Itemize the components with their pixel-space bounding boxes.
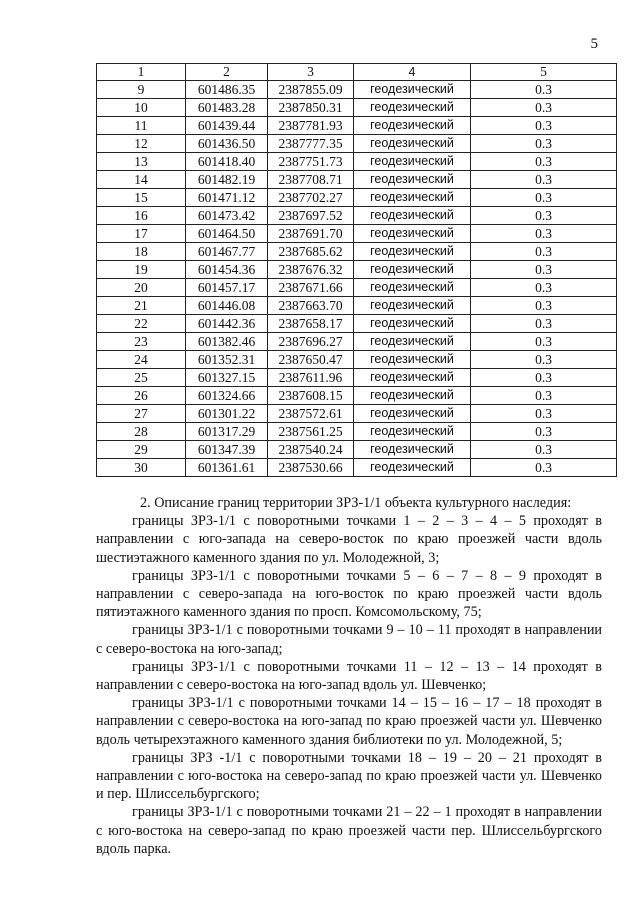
x-coordinate-cell: 601301.22 bbox=[186, 405, 268, 423]
x-coordinate-cell: 601464.50 bbox=[186, 225, 268, 243]
method-cell: геодезический bbox=[354, 423, 471, 441]
method-cell: геодезический bbox=[354, 405, 471, 423]
accuracy-cell: 0.3 bbox=[471, 135, 617, 153]
y-coordinate-cell: 2387855.09 bbox=[268, 81, 354, 99]
point-number-cell: 14 bbox=[97, 171, 186, 189]
method-cell: геодезический bbox=[354, 261, 471, 279]
y-coordinate-cell: 2387696.27 bbox=[268, 333, 354, 351]
table-row bbox=[97, 99, 617, 117]
x-coordinate-cell: 601483.28 bbox=[186, 99, 268, 117]
point-number-cell: 27 bbox=[97, 405, 186, 423]
x-coordinate-cell: 601442.36 bbox=[186, 315, 268, 333]
y-coordinate-cell: 2387572.61 bbox=[268, 405, 354, 423]
method-cell: геодезический bbox=[354, 441, 471, 459]
y-coordinate-cell: 2387708.71 bbox=[268, 171, 354, 189]
point-number-cell: 24 bbox=[97, 351, 186, 369]
point-number-cell: 22 bbox=[97, 315, 186, 333]
accuracy-cell: 0.3 bbox=[471, 261, 617, 279]
x-coordinate-cell: 601482.19 bbox=[186, 171, 268, 189]
point-number-cell: 26 bbox=[97, 387, 186, 405]
point-number-cell: 17 bbox=[97, 225, 186, 243]
x-coordinate-cell: 601473.42 bbox=[186, 207, 268, 225]
table-row bbox=[97, 387, 617, 405]
accuracy-cell: 0.3 bbox=[471, 315, 617, 333]
x-coordinate-cell: 601361.61 bbox=[186, 459, 268, 477]
y-coordinate-cell: 2387691.70 bbox=[268, 225, 354, 243]
point-number-cell: 16 bbox=[97, 207, 186, 225]
point-number-cell: 12 bbox=[97, 135, 186, 153]
point-number-cell: 18 bbox=[97, 243, 186, 261]
method-cell: геодезический bbox=[354, 369, 471, 387]
method-cell: геодезический bbox=[354, 99, 471, 117]
point-number-cell: 21 bbox=[97, 297, 186, 315]
y-coordinate-cell: 2387702.27 bbox=[268, 189, 354, 207]
accuracy-cell: 0.3 bbox=[471, 153, 617, 171]
accuracy-cell: 0.3 bbox=[471, 81, 617, 99]
table-row bbox=[97, 243, 617, 261]
accuracy-cell: 0.3 bbox=[471, 423, 617, 441]
method-cell: геодезический bbox=[354, 297, 471, 315]
accuracy-cell: 0.3 bbox=[471, 117, 617, 135]
point-number-cell: 11 bbox=[97, 117, 186, 135]
x-coordinate-cell: 601439.44 bbox=[186, 117, 268, 135]
accuracy-cell: 0.3 bbox=[471, 351, 617, 369]
method-cell: геодезический bbox=[354, 117, 471, 135]
column-header-3: 3 bbox=[268, 64, 354, 81]
table-header-row bbox=[97, 64, 617, 81]
table-row bbox=[97, 189, 617, 207]
table-row bbox=[97, 333, 617, 351]
table-row bbox=[97, 405, 617, 423]
point-number-cell: 25 bbox=[97, 369, 186, 387]
point-number-cell: 10 bbox=[97, 99, 186, 117]
accuracy-cell: 0.3 bbox=[471, 441, 617, 459]
table-row bbox=[97, 261, 617, 279]
table-row bbox=[97, 81, 617, 99]
method-cell: геодезический bbox=[354, 171, 471, 189]
x-coordinate-cell: 601454.36 bbox=[186, 261, 268, 279]
accuracy-cell: 0.3 bbox=[471, 207, 617, 225]
accuracy-cell: 0.3 bbox=[471, 369, 617, 387]
method-cell: геодезический bbox=[354, 135, 471, 153]
method-cell: геодезический bbox=[354, 459, 471, 477]
point-number-cell: 9 bbox=[97, 81, 186, 99]
column-header-4: 4 bbox=[354, 64, 471, 81]
point-number-cell: 30 bbox=[97, 459, 186, 477]
x-coordinate-cell: 601317.29 bbox=[186, 423, 268, 441]
method-cell: геодезический bbox=[354, 243, 471, 261]
table-row bbox=[97, 171, 617, 189]
method-cell: геодезический bbox=[354, 351, 471, 369]
accuracy-cell: 0.3 bbox=[471, 387, 617, 405]
table-row bbox=[97, 351, 617, 369]
point-number-cell: 20 bbox=[97, 279, 186, 297]
y-coordinate-cell: 2387685.62 bbox=[268, 243, 354, 261]
method-cell: геодезический bbox=[354, 387, 471, 405]
method-cell: геодезический bbox=[354, 153, 471, 171]
boundary-paragraph: границы ЗРЗ -1/1 с поворотными точками 18 – 19 – 20 – 21 проходят в направлении с юго-востока на северо-запад по краю проезжей части ул. Шевченко и пер. Шлиссельбургского; bbox=[96, 749, 602, 803]
method-cell: геодезический bbox=[354, 225, 471, 243]
y-coordinate-cell: 2387650.47 bbox=[268, 351, 354, 369]
x-coordinate-cell: 601486.35 bbox=[186, 81, 268, 99]
accuracy-cell: 0.3 bbox=[471, 297, 617, 315]
boundary-paragraph: границы ЗРЗ-1/1 с поворотными точками 21 – 22 – 1 проходят в направлении с юго-востока на северо-запад по краю проезжей части пер. Шлиссельбургского вдоль парка. bbox=[96, 804, 602, 857]
boundary-paragraph: границы ЗРЗ-1/1 с поворотными точками 5 – 6 – 7 – 8 – 9 проходят в направлении с северо-запада на юго-восток по краю проезжей части вдоль пятиэтажного каменного здания по просп. Комсомольскому, 75; bbox=[96, 567, 602, 621]
table-row bbox=[97, 441, 617, 459]
point-number-cell: 28 bbox=[97, 423, 186, 441]
boundary-paragraph: границы ЗРЗ-1/1 с поворотными точками 11 – 12 – 13 – 14 проходят в направлении с северо-востока на юго-запад вдоль ул. Шевченко; bbox=[96, 658, 602, 694]
y-coordinate-cell: 2387608.15 bbox=[268, 387, 354, 405]
point-number-cell: 29 bbox=[97, 441, 186, 459]
x-coordinate-cell: 601347.39 bbox=[186, 441, 268, 459]
y-coordinate-cell: 2387561.25 bbox=[268, 423, 354, 441]
boundary-paragraph: границы ЗРЗ-1/1 с поворотными точками 14 – 15 – 16 – 17 – 18 проходят в направлении с северо-востока на юго-запад по краю проезжей части ул. Шевченко вдоль четырехэтажного каменного здания библиотеки по ул. Молодежной, 5; bbox=[96, 695, 602, 748]
x-coordinate-cell: 601418.40 bbox=[186, 153, 268, 171]
method-cell: геодезический bbox=[354, 189, 471, 207]
x-coordinate-cell: 601446.08 bbox=[186, 297, 268, 315]
table-row bbox=[97, 279, 617, 297]
method-cell: геодезический bbox=[354, 81, 471, 99]
x-coordinate-cell: 601457.17 bbox=[186, 279, 268, 297]
y-coordinate-cell: 2387540.24 bbox=[268, 441, 354, 459]
column-header-2: 2 bbox=[186, 64, 268, 81]
y-coordinate-cell: 2387676.32 bbox=[268, 261, 354, 279]
y-coordinate-cell: 2387697.52 bbox=[268, 207, 354, 225]
table-row bbox=[97, 153, 617, 171]
boundary-description bbox=[96, 494, 602, 858]
table-row bbox=[97, 117, 617, 135]
point-number-cell: 19 bbox=[97, 261, 186, 279]
y-coordinate-cell: 2387671.66 bbox=[268, 279, 354, 297]
table-row bbox=[97, 225, 617, 243]
page-number: 5 bbox=[590, 36, 598, 52]
method-cell: геодезический bbox=[354, 207, 471, 225]
table-row bbox=[97, 369, 617, 387]
column-header-1: 1 bbox=[97, 64, 186, 81]
point-number-cell: 23 bbox=[97, 333, 186, 351]
column-header-5: 5 bbox=[471, 64, 617, 81]
x-coordinate-cell: 601382.46 bbox=[186, 333, 268, 351]
x-coordinate-cell: 601471.12 bbox=[186, 189, 268, 207]
y-coordinate-cell: 2387663.70 bbox=[268, 297, 354, 315]
point-number-cell: 13 bbox=[97, 153, 186, 171]
x-coordinate-cell: 601324.66 bbox=[186, 387, 268, 405]
accuracy-cell: 0.3 bbox=[471, 99, 617, 117]
table-row bbox=[97, 297, 617, 315]
accuracy-cell: 0.3 bbox=[471, 279, 617, 297]
y-coordinate-cell: 2387751.73 bbox=[268, 153, 354, 171]
accuracy-cell: 0.3 bbox=[471, 459, 617, 477]
accuracy-cell: 0.3 bbox=[471, 333, 617, 351]
accuracy-cell: 0.3 bbox=[471, 243, 617, 261]
method-cell: геодезический bbox=[354, 315, 471, 333]
boundary-paragraph: границы ЗРЗ-1/1 с поворотными точками 9 – 10 – 11 проходят в направлении с северо-востока на юго-запад; bbox=[96, 622, 602, 657]
x-coordinate-cell: 601467.77 bbox=[186, 243, 268, 261]
table-row bbox=[97, 423, 617, 441]
x-coordinate-cell: 601327.15 bbox=[186, 369, 268, 387]
y-coordinate-cell: 2387850.31 bbox=[268, 99, 354, 117]
accuracy-cell: 0.3 bbox=[471, 171, 617, 189]
y-coordinate-cell: 2387777.35 bbox=[268, 135, 354, 153]
table-body bbox=[97, 81, 617, 477]
accuracy-cell: 0.3 bbox=[471, 225, 617, 243]
y-coordinate-cell: 2387530.66 bbox=[268, 459, 354, 477]
coordinates-table bbox=[96, 63, 617, 477]
section-heading: 2. Описание границ территории ЗРЗ-1/1 объекта культурного наследия: bbox=[140, 495, 572, 511]
x-coordinate-cell: 601436.50 bbox=[186, 135, 268, 153]
table-row bbox=[97, 135, 617, 153]
table-row bbox=[97, 459, 617, 477]
x-coordinate-cell: 601352.31 bbox=[186, 351, 268, 369]
y-coordinate-cell: 2387658.17 bbox=[268, 315, 354, 333]
table-row bbox=[97, 207, 617, 225]
table-row bbox=[97, 315, 617, 333]
accuracy-cell: 0.3 bbox=[471, 189, 617, 207]
y-coordinate-cell: 2387611.96 bbox=[268, 369, 354, 387]
boundary-paragraph: границы ЗРЗ-1/1 с поворотными точками 1 – 2 – 3 – 4 – 5 проходят в направлении с юго-запада на северо-восток по краю проезжей части вдоль шестиэтажного каменного здания по ул. Молодежной, 3; bbox=[96, 513, 602, 566]
method-cell: геодезический bbox=[354, 279, 471, 297]
point-number-cell: 15 bbox=[97, 189, 186, 207]
y-coordinate-cell: 2387781.93 bbox=[268, 117, 354, 135]
accuracy-cell: 0.3 bbox=[471, 405, 617, 423]
method-cell: геодезический bbox=[354, 333, 471, 351]
